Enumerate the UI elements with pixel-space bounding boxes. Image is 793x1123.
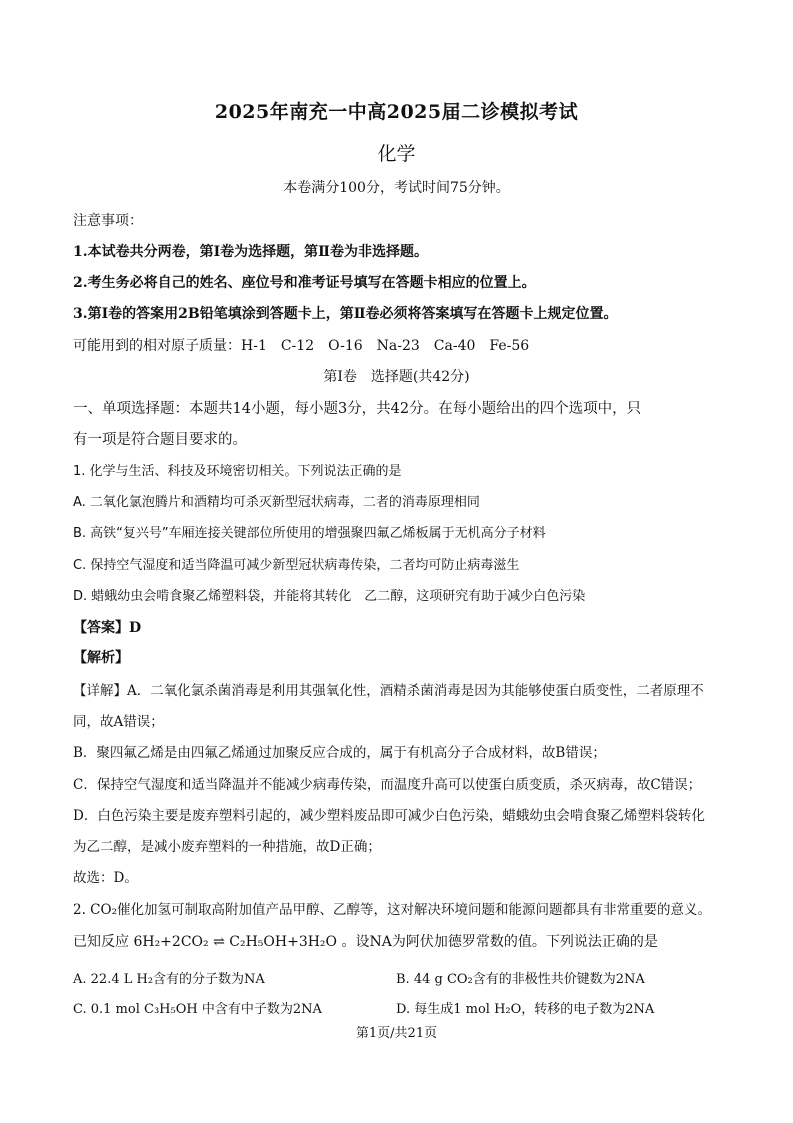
question-2-stem: 2. CO₂催化加氢可制取高附加值产品甲醇、乙醇等，这对解决环境问题和能源问题都具有非常重要的意义。 xyxy=(73,902,711,918)
detail-line: B．聚四氟乙烯是由四氟乙烯通过加聚反应合成的，属于有机高分子合成材料，故B错误； xyxy=(73,745,606,761)
section-title: 第Ⅰ卷 选择题(共42分) xyxy=(323,369,470,385)
notes-heading: 注意事项： xyxy=(73,213,143,229)
subject-title: 化学 xyxy=(377,143,416,165)
detail-line: 故选：D。 xyxy=(73,870,138,886)
note-item: 1.本试卷共分两卷，第Ⅰ卷为选择题，第Ⅱ卷为非选择题。 xyxy=(73,244,428,260)
question-1-option-a: A. 二氧化氯泡腾片和酒精均可杀灭新型冠状病毒，二者的消毒原理相同 xyxy=(73,495,480,510)
detail-line: 同，故A错误； xyxy=(73,714,164,730)
question-2-option-c: C. 0.1 mol C₃H₅OH 中含有中子数为2NA xyxy=(73,1002,322,1017)
note-item: 3.第Ⅰ卷的答案用2B铅笔填涂到答题卡上，第Ⅱ卷必须将答案填写在答题卡上规定位置。 xyxy=(73,306,618,322)
answer-tag: 【答案】D xyxy=(73,620,142,636)
section-intro: 有一项是符合题目要求的。 xyxy=(73,432,247,448)
atomic-mass-line: 可能用到的相对原子质量：H-1 C-12 O-16 Na-23 Ca-40 Fe-56 xyxy=(73,338,530,354)
question-2-option-a: A. 22.4 L H₂含有的分子数为NA xyxy=(73,972,265,987)
exam-title: 2025年南充一中高2025届二诊模拟考试 xyxy=(214,101,579,123)
question-2-option-b: B. 44 g CO₂含有的非极性共价键数为2NA xyxy=(396,972,645,987)
question-2-option-d: D. 每生成1 mol H₂O，转移的电子数为2NA xyxy=(396,1002,655,1017)
analysis-tag: 【解析】 xyxy=(73,650,129,666)
detail-line: 【详解】A．二氧化氯杀菌消毒是利用其强氧化性，酒精杀菌消毒是因为其能够使蛋白质变性，二者原理不 xyxy=(73,683,704,699)
detail-line: D．白色污染主要是废弃塑料引起的，减少塑料废品即可减少白色污染，蜡蛾幼虫会啃食聚乙烯塑料袋转化 xyxy=(73,808,705,824)
question-1-option-d: D. 蜡蛾幼虫会啃食聚乙烯塑料袋，并能将其转化 乙二醇，这项研究有助于减少白色污染 xyxy=(73,589,586,604)
question-2-prefix: 已知反应 xyxy=(73,934,129,950)
question-1-option-b: B. 高铁“复兴号”车厢连接关键部位所使用的增强聚四氟乙烯板属于无机高分子材料 xyxy=(73,526,546,541)
detail-line: C．保持空气湿度和适当降温并不能减少病毒传染，而温度升高可以使蛋白质变质，杀灭病毒，故C错误； xyxy=(73,777,702,793)
note-item: 2.考生务必将自己的姓名、座位号和准考证号填写在答题卡相应的位置上。 xyxy=(73,275,536,291)
exam-info: 本卷满分100分，考试时间75分钟。 xyxy=(283,180,510,196)
question-2-suffix: 。设NA为阿伏加德罗常数的值。下列说法正确的是 xyxy=(341,934,658,950)
question-2-stem-line2 xyxy=(73,931,658,951)
question-1-stem: 1. 化学与生活、科技及环境密切相关。下列说法正确的是 xyxy=(73,464,402,479)
question-1-option-c: C. 保持空气湿度和适当降温可减少新型冠状病毒传染，二者均可防止病毒滋生 xyxy=(73,558,520,573)
detail-line: 为乙二醇，是减小废弃塑料的一种措施，故D正确； xyxy=(73,839,381,855)
page-number: 第1页/共21页 xyxy=(355,1026,438,1041)
reaction-equation: 6H₂+2CO₂ ⇌ C₂H₅OH+3H₂O xyxy=(133,934,338,950)
section-intro: 一、单项选择题：本题共14小题，每小题3分，共42分。在每小题给出的四个选项中，只 xyxy=(73,401,642,417)
